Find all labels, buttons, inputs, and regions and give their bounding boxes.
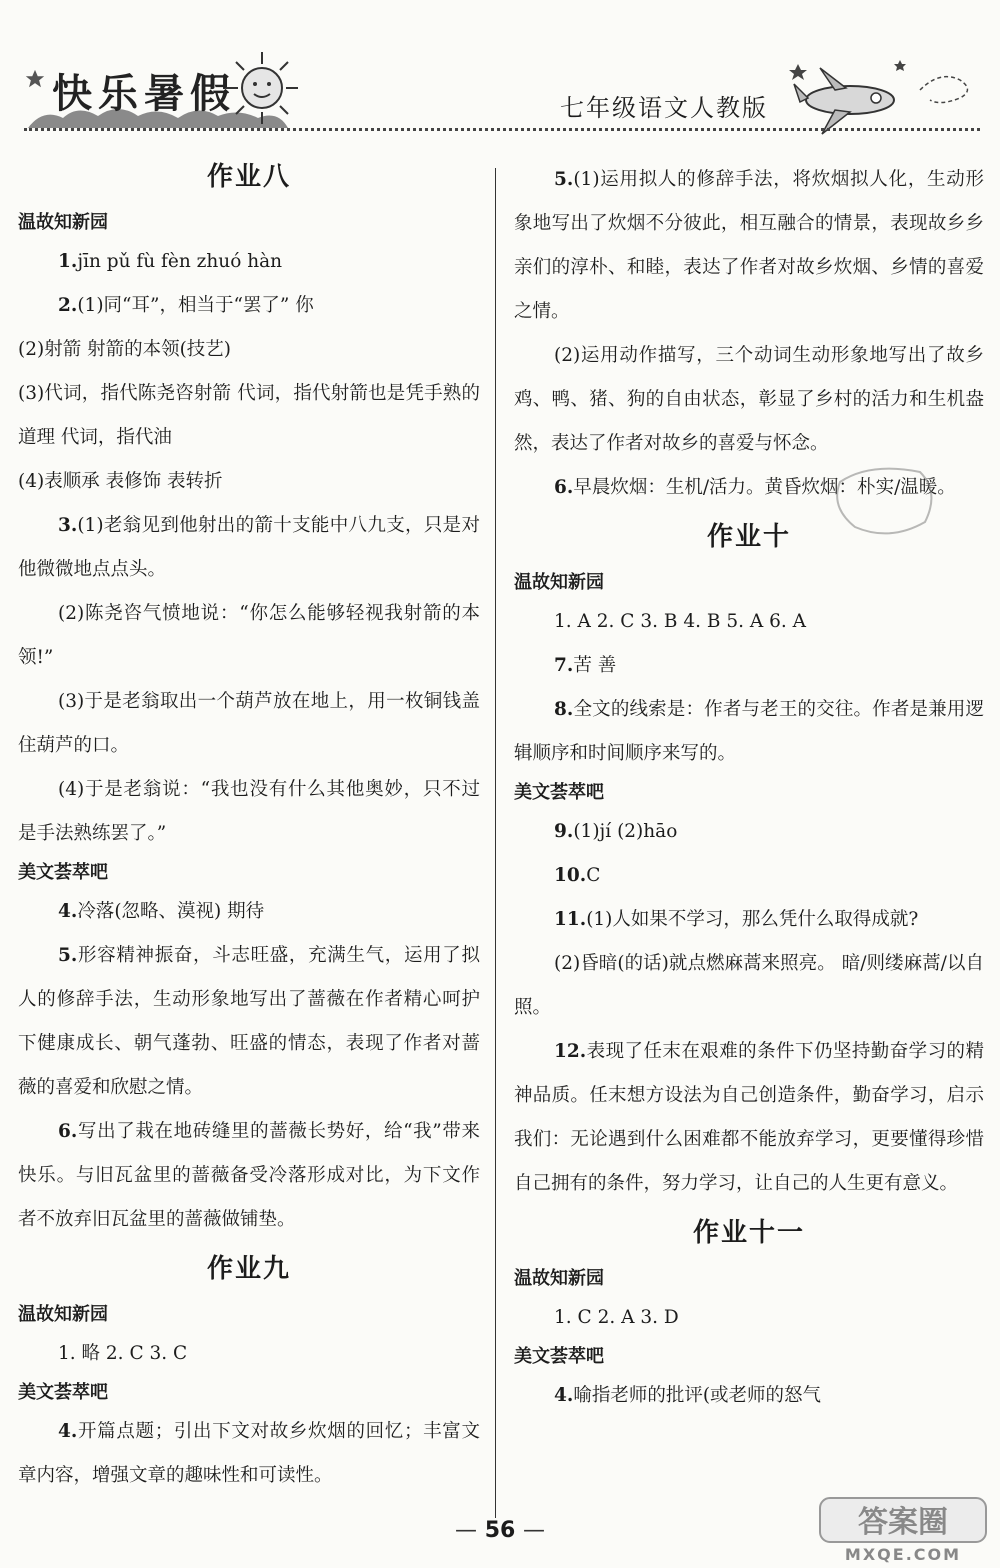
- q-number: 3.: [58, 515, 78, 536]
- stamp-mark: [830, 462, 940, 542]
- footer-dash-left: —: [455, 1518, 478, 1543]
- q-number: 5.: [58, 945, 78, 966]
- hw8-q2b: (2)射箭 射箭的本领(技艺): [18, 339, 232, 360]
- answer-text: (1)老翁见到他射出的箭十支能中八九支，只是对他微微地点点头。: [18, 515, 480, 580]
- hw11-section-reading: 美文荟萃吧: [514, 1346, 604, 1367]
- answer-text: 写出了栽在地砖缝里的蔷薇长势好，给“我”带来快乐。与旧瓦盆里的蔷薇备受冷落形成对比，为下文作者不放弃旧瓦盆里的蔷薇做铺垫。: [18, 1121, 480, 1230]
- hw8-q3c: (3)于是老翁取出一个葫芦放在地上，用一枚铜钱盖住葫芦的口。: [18, 691, 480, 756]
- hw10-q7: [514, 644, 984, 688]
- hw9-q5b: (2)运用动作描写，三个动词生动形象地写出了故乡鸡、鸭、猪、狗的自由状态，彰显了乡村的活力和生机盎然，表达了作者对故乡的喜爱与怀念。: [514, 345, 984, 454]
- answer-text: 开篇点题；引出下文对故乡炊烟的回忆；丰富文章内容，增强文章的趣味性和可读性。: [18, 1421, 480, 1486]
- left-column: [18, 150, 480, 1498]
- right-column: [514, 158, 984, 1418]
- hw10-section-reading: 美文荟萃吧: [514, 782, 604, 803]
- q-number: 5.: [554, 169, 574, 190]
- q-number: 1.: [58, 251, 78, 272]
- hw8-section-review: 温故知新园: [18, 212, 108, 233]
- hw9-section-reading: 美文荟萃吧: [18, 1382, 108, 1403]
- hw10-title: 作业十: [706, 522, 791, 552]
- hw8-q1: [18, 240, 480, 284]
- sun-icon: [224, 50, 300, 126]
- hw10-q1to6: 1. A 2. C 3. B 4. B 5. A 6. A: [554, 611, 807, 632]
- answer-text: 全文的线索是：作者与老王的交往。作者是兼用逻辑顺序和时间顺序来写的。: [514, 699, 984, 764]
- hw9-q4: [18, 1410, 480, 1498]
- answer-text: (1)同“耳”，相当于“罢了” 你: [77, 295, 314, 316]
- hw11-section-review: 温故知新园: [514, 1268, 604, 1289]
- star-icon: [24, 68, 46, 90]
- answer-text: C: [586, 865, 601, 886]
- q-number: 10.: [554, 865, 587, 886]
- footer-dash-right: —: [522, 1518, 545, 1543]
- hw8-q5: [18, 934, 480, 1110]
- answer-text: 形容精神振奋，斗志旺盛，充满生气，运用了拟人的修辞手法，生动形象地写出了蔷薇在作者精心呵护下健康成长、朝气蓬勃、旺盛的情态，表现了作者对蔷薇的喜爱和欣慰之情。: [18, 945, 480, 1098]
- hw8-q3d: (4)于是老翁说：“我也没有什么其他奥妙，只不过是手法熟练罢了。”: [18, 779, 480, 844]
- hw10-q11b: (2)昏暗(的话)就点燃麻蒿来照亮。 暗/则缕麻蒿/以自照。: [514, 953, 984, 1018]
- answer-text: (1)运用拟人的修辞手法，将炊烟拟人化，生动形象地写出了炊烟不分彼此，相互融合的情景，表现故乡乡亲们的淳朴、和睦，表达了作者对故乡炊烟、乡情的喜爱之情。: [514, 169, 984, 322]
- svg-text:MXQE.COM: MXQE.COM: [844, 1545, 962, 1564]
- answer-text: jīn pǔ fù fèn zhuó hàn: [77, 251, 283, 272]
- page-header: [0, 0, 1000, 150]
- hw9-q1to3: 1. 略 2. C 3. C: [58, 1343, 188, 1364]
- answer-text: (1)人如果不学习，那么凭什么取得成就?: [586, 909, 919, 930]
- hw10-q9: [514, 810, 984, 854]
- hw10-section-review: 温故知新园: [514, 572, 604, 593]
- watermark-logo: [818, 1496, 988, 1564]
- answer-text: 冷落(忽略、漠视) 期待: [77, 901, 265, 922]
- header-dotted-rule: [24, 128, 980, 131]
- hw8-q6: [18, 1110, 480, 1242]
- q-number: 11.: [554, 909, 587, 930]
- hw8-q4: [18, 890, 480, 934]
- hw9-section-review: 温故知新园: [18, 1304, 108, 1325]
- q-number: 6.: [58, 1121, 78, 1142]
- grade-edition: 七年级语文人教版: [560, 94, 768, 122]
- page-number: [420, 1518, 580, 1543]
- hw10-q8: [514, 688, 984, 776]
- q-number: 4.: [58, 1421, 78, 1442]
- q-number: 6.: [554, 477, 574, 498]
- airplane-icon: [780, 50, 980, 140]
- hw8-q3b: (2)陈尧咨气愤地说：“你怎么能够轻视我射箭的本领!”: [18, 603, 480, 668]
- q-number: 8.: [554, 699, 574, 720]
- q-number: 4.: [58, 901, 78, 922]
- banner: [28, 48, 288, 128]
- hw10-q12: [514, 1030, 984, 1206]
- hw8-q2: [18, 284, 480, 328]
- q-number: 7.: [554, 655, 574, 676]
- hw9-title: 作业九: [206, 1254, 291, 1284]
- hw8-q3: [18, 504, 480, 592]
- banner-title: 快乐暑假: [52, 71, 236, 117]
- page-number-value: 56: [484, 1518, 516, 1543]
- hw11-q4: [514, 1374, 984, 1418]
- answer-text: 喻指老师的批评(或老师的怒气: [573, 1385, 822, 1406]
- answer-text: 苦 善: [573, 655, 617, 676]
- column-divider: [495, 168, 496, 1518]
- q-number: 4.: [554, 1385, 574, 1406]
- q-number: 9.: [554, 821, 574, 842]
- svg-text:答案圈: 答案圈: [858, 1505, 948, 1540]
- hw8-title: 作业八: [206, 162, 291, 192]
- hw8-section-reading: 美文荟萃吧: [18, 862, 108, 883]
- answer-text: 早晨炊烟：生机/活力。黄昏炊烟：朴实/温暖。: [573, 477, 956, 498]
- answer-text: 表现了任末在艰难的条件下仍坚持勤奋学习的精神品质。任末想方设法为自己创造条件，勤奋学习，启示我们：无论遇到什么困难都不能放弃学习，更要懂得珍惜自己拥有的条件，努力学习，让自己的人生更有意义。: [514, 1041, 984, 1194]
- hw10-q10: [514, 854, 984, 898]
- hw11-title: 作业十一: [692, 1218, 805, 1248]
- hw10-q11: [514, 898, 984, 942]
- hw9-q5: [514, 158, 984, 334]
- hw11-q1to3: 1. C 2. A 3. D: [554, 1307, 679, 1328]
- hw8-q2d: (4)表顺承 表修饰 表转折: [18, 471, 223, 492]
- answer-text: (1)jí (2)hāo: [573, 821, 678, 842]
- hw8-q2c: (3)代词，指代陈尧咨射箭 代词，指代射箭也是凭手熟的道理 代词，指代油: [18, 383, 480, 448]
- q-number: 12.: [554, 1041, 587, 1062]
- q-number: 2.: [58, 295, 78, 316]
